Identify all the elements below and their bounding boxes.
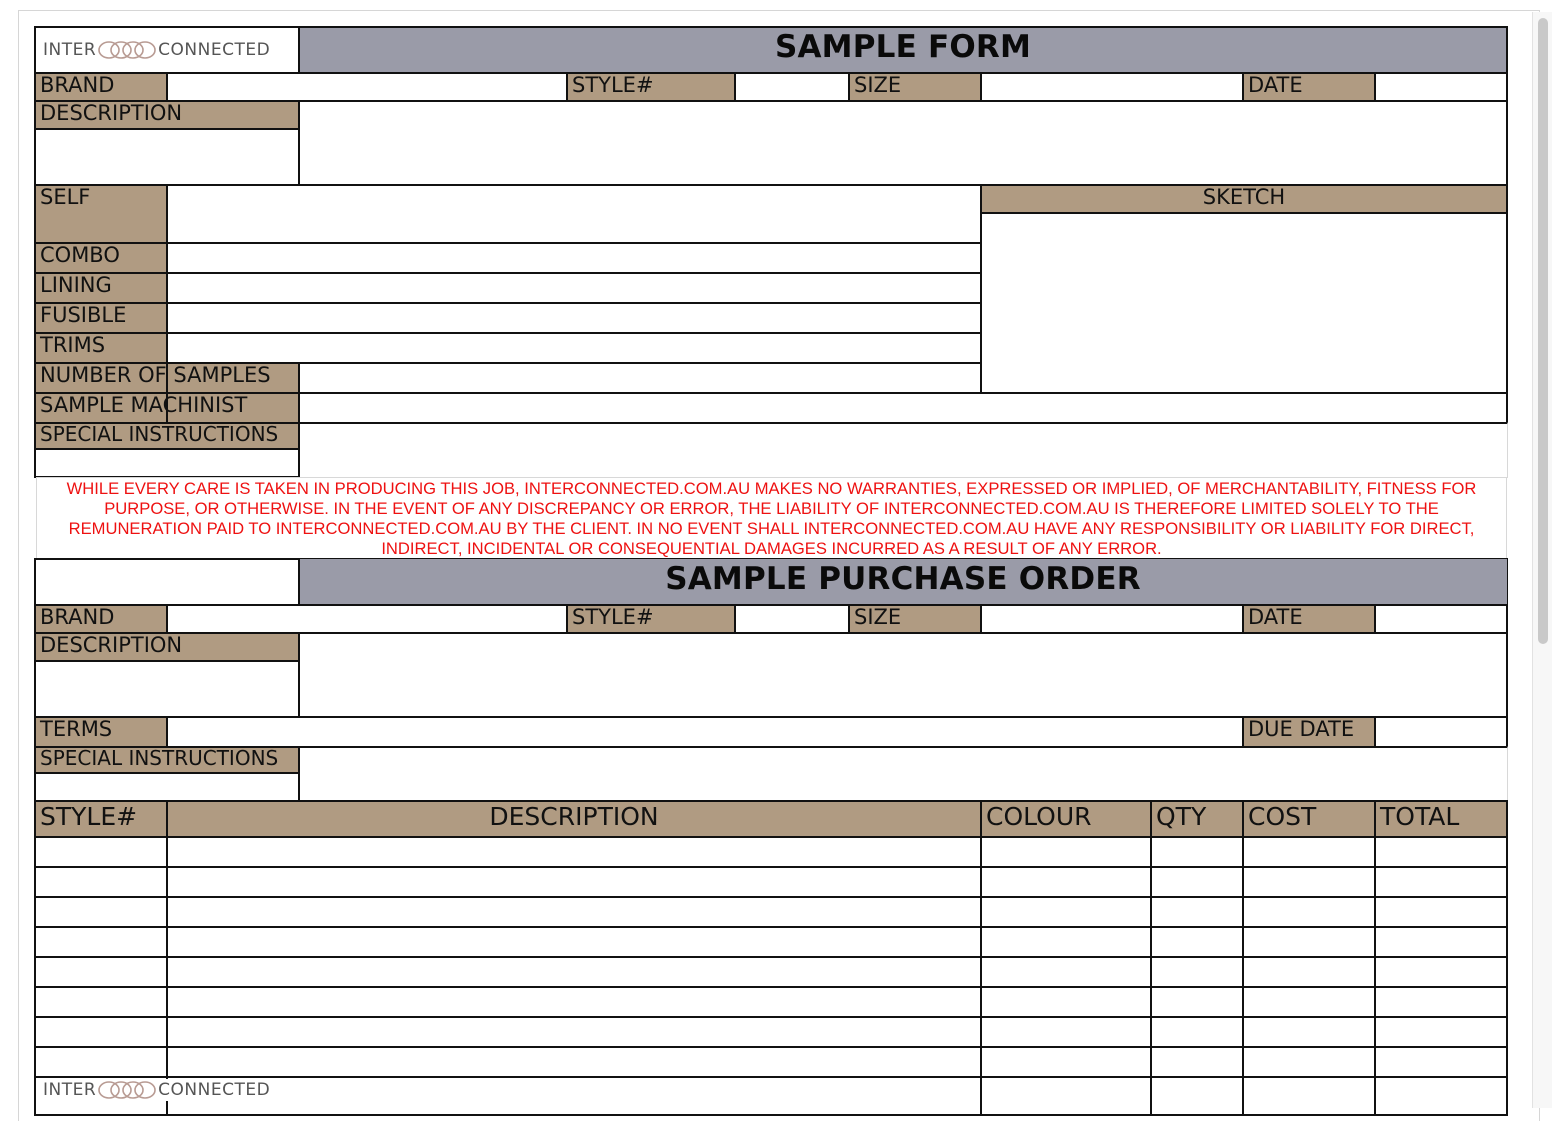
footer-logo-text-right: CONNECTED bbox=[158, 1080, 271, 1100]
description-field[interactable] bbox=[298, 100, 1508, 186]
description-left-field[interactable] bbox=[34, 128, 300, 186]
row-description-field[interactable] bbox=[166, 1046, 982, 1078]
row-style-field[interactable] bbox=[34, 1016, 168, 1048]
footer-qty-cell bbox=[1150, 1076, 1244, 1116]
due-date-label: DUE DATE bbox=[1248, 717, 1355, 741]
row-description-field[interactable] bbox=[166, 1016, 982, 1048]
special-instructions-label: SPECIAL INSTRUCTIONS bbox=[40, 422, 279, 446]
brand-label: BRAND bbox=[40, 73, 115, 97]
row-style-field[interactable] bbox=[34, 926, 168, 958]
row-total-field[interactable] bbox=[1374, 836, 1508, 868]
row-style-field[interactable] bbox=[34, 986, 168, 1018]
row-colour-field[interactable] bbox=[980, 866, 1152, 898]
number-of-samples-label: NUMBER OF SAMPLES bbox=[40, 363, 271, 387]
terms-field[interactable] bbox=[166, 716, 1244, 748]
row-qty-field[interactable] bbox=[1150, 866, 1244, 898]
lining-field[interactable] bbox=[166, 272, 982, 304]
row-description-field[interactable] bbox=[166, 896, 982, 928]
footer-description-cell bbox=[166, 1076, 982, 1116]
vertical-scrollbar[interactable] bbox=[1532, 12, 1552, 1108]
row-cost-field[interactable] bbox=[1242, 836, 1376, 868]
lining-label: LINING bbox=[40, 273, 112, 297]
row-colour-field[interactable] bbox=[980, 926, 1152, 958]
table-header-style: STYLE# bbox=[40, 802, 138, 831]
date-label: DATE bbox=[1248, 73, 1303, 97]
po-description-field[interactable] bbox=[298, 632, 1508, 718]
row-colour-field[interactable] bbox=[980, 1046, 1152, 1078]
row-cost-field[interactable] bbox=[1242, 956, 1376, 988]
special-instructions-left-field[interactable] bbox=[34, 448, 300, 478]
row-qty-field[interactable] bbox=[1150, 926, 1244, 958]
row-colour-field[interactable] bbox=[980, 836, 1152, 868]
po-logo-cell bbox=[34, 558, 300, 606]
row-description-field[interactable] bbox=[166, 836, 982, 868]
brand-field[interactable] bbox=[166, 72, 568, 102]
po-special-instructions-left-field[interactable] bbox=[34, 772, 300, 802]
row-style-field[interactable] bbox=[34, 836, 168, 868]
logo-text-left: INTER bbox=[43, 40, 97, 60]
table-header-description: DESCRIPTION bbox=[489, 802, 659, 831]
row-total-field[interactable] bbox=[1374, 1016, 1508, 1048]
description-label: DESCRIPTION bbox=[40, 101, 183, 125]
row-qty-field[interactable] bbox=[1150, 836, 1244, 868]
row-colour-field[interactable] bbox=[980, 1016, 1152, 1048]
row-qty-field[interactable] bbox=[1150, 1046, 1244, 1078]
footer-interconnected-logo bbox=[43, 1079, 274, 1101]
style-label: STYLE# bbox=[572, 73, 654, 97]
table-header-total: TOTAL bbox=[1380, 802, 1460, 831]
sample-machinist-label: SAMPLE MACHINIST bbox=[40, 393, 248, 417]
row-style-field[interactable] bbox=[34, 956, 168, 988]
row-description-field[interactable] bbox=[166, 866, 982, 898]
row-qty-field[interactable] bbox=[1150, 896, 1244, 928]
po-style-field[interactable] bbox=[734, 604, 850, 634]
po-date-field[interactable] bbox=[1374, 604, 1508, 634]
po-title: SAMPLE PURCHASE ORDER bbox=[665, 561, 1141, 597]
infinity-knot-logo-icon bbox=[97, 39, 157, 61]
self-field[interactable] bbox=[166, 184, 982, 244]
table-header-colour: COLOUR bbox=[986, 802, 1092, 831]
row-colour-field[interactable] bbox=[980, 956, 1152, 988]
combo-label: COMBO bbox=[40, 243, 120, 267]
row-style-field[interactable] bbox=[34, 1046, 168, 1078]
interconnected-logo bbox=[43, 39, 270, 61]
row-colour-field[interactable] bbox=[980, 896, 1152, 928]
footer-cost-cell bbox=[1242, 1076, 1376, 1116]
row-total-field[interactable] bbox=[1374, 1046, 1508, 1078]
po-size-label: SIZE bbox=[854, 605, 902, 629]
row-total-field[interactable] bbox=[1374, 956, 1508, 988]
fusible-field[interactable] bbox=[166, 302, 982, 334]
row-style-field[interactable] bbox=[34, 896, 168, 928]
row-cost-field[interactable] bbox=[1242, 866, 1376, 898]
style-field[interactable] bbox=[734, 72, 850, 102]
row-description-field[interactable] bbox=[166, 926, 982, 958]
row-cost-field[interactable] bbox=[1242, 1046, 1376, 1078]
logo-text-right: CONNECTED bbox=[158, 40, 271, 60]
sample-form-title: SAMPLE FORM bbox=[774, 29, 1032, 65]
row-total-field[interactable] bbox=[1374, 926, 1508, 958]
size-field[interactable] bbox=[980, 72, 1244, 102]
row-cost-field[interactable] bbox=[1242, 896, 1376, 928]
po-brand-field[interactable] bbox=[166, 604, 568, 634]
combo-field[interactable] bbox=[166, 242, 982, 274]
row-total-field[interactable] bbox=[1374, 896, 1508, 928]
due-date-field[interactable] bbox=[1374, 716, 1508, 748]
row-total-field[interactable] bbox=[1374, 986, 1508, 1018]
date-field[interactable] bbox=[1374, 72, 1508, 102]
po-style-label: STYLE# bbox=[572, 605, 654, 629]
po-special-instructions-label: SPECIAL INSTRUCTIONS bbox=[40, 746, 279, 770]
row-total-field[interactable] bbox=[1374, 866, 1508, 898]
self-label: SELF bbox=[40, 185, 91, 209]
number-of-samples-field[interactable] bbox=[298, 362, 982, 394]
row-cost-field[interactable] bbox=[1242, 1016, 1376, 1048]
table-header-qty: QTY bbox=[1156, 802, 1207, 831]
terms-label: TERMS bbox=[40, 717, 113, 741]
size-label: SIZE bbox=[854, 73, 902, 97]
footer-infinity-knot-logo-icon bbox=[97, 1079, 157, 1101]
row-cost-field[interactable] bbox=[1242, 986, 1376, 1018]
row-description-field[interactable] bbox=[166, 956, 982, 988]
po-brand-label: BRAND bbox=[40, 605, 115, 629]
row-qty-field[interactable] bbox=[1150, 986, 1244, 1018]
row-style-field[interactable] bbox=[34, 866, 168, 898]
trims-label: TRIMS bbox=[40, 333, 106, 357]
table-header-cost: COST bbox=[1248, 802, 1317, 831]
po-special-instructions-field[interactable] bbox=[298, 746, 1508, 802]
sample-machinist-field[interactable] bbox=[298, 392, 1508, 424]
fusible-label: FUSIBLE bbox=[40, 303, 127, 327]
row-cost-field[interactable] bbox=[1242, 926, 1376, 958]
po-size-field[interactable] bbox=[980, 604, 1244, 634]
special-instructions-field[interactable] bbox=[298, 422, 1508, 478]
row-qty-field[interactable] bbox=[1150, 956, 1244, 988]
trims-field[interactable] bbox=[166, 332, 982, 364]
row-qty-field[interactable] bbox=[1150, 1016, 1244, 1048]
disclaimer-text: WHILE EVERY CARE IS TAKEN IN PRODUCING THIS JOB, INTERCONNECTED.COM.AU MAKES NO WARRANTIES, EXPRESSED OR IMPLIED, OF MERCHANTABILITY, FITNESS FOR PURPOSE, OR OTHERWISE. IN THE EVENT OF ANY DISCREPANCY OR ERROR, THE LIABILITY OF INTERCONNECTED.COM.AU IS THEREFORE LIMITED SOLELY TO THE REMUNERATION PAID TO INTERCONNECTED.COM.AU BY THE CLIENT. IN NO EVENT SHALL INTERCONNECTED.COM.AU HAVE ANY RESPONSIBILITY OR LIABILITY FOR DIRECT, INDIRECT, INCIDENTAL OR CONSEQUENTIAL DAMAGES INCURRED AS A RESULT OF ANY ERROR. bbox=[36, 477, 1507, 559]
footer-logo-text-left: INTER bbox=[43, 1080, 97, 1100]
footer-colour-cell bbox=[980, 1076, 1152, 1116]
po-description-left-field[interactable] bbox=[34, 660, 300, 718]
row-description-field[interactable] bbox=[166, 986, 982, 1018]
row-colour-field[interactable] bbox=[980, 986, 1152, 1018]
po-description-label: DESCRIPTION bbox=[40, 633, 183, 657]
sketch-label: SKETCH bbox=[1202, 185, 1286, 209]
footer-total-cell bbox=[1374, 1076, 1508, 1116]
scrollbar-thumb[interactable] bbox=[1538, 18, 1548, 644]
po-date-label: DATE bbox=[1248, 605, 1303, 629]
sketch-area[interactable] bbox=[980, 212, 1508, 394]
